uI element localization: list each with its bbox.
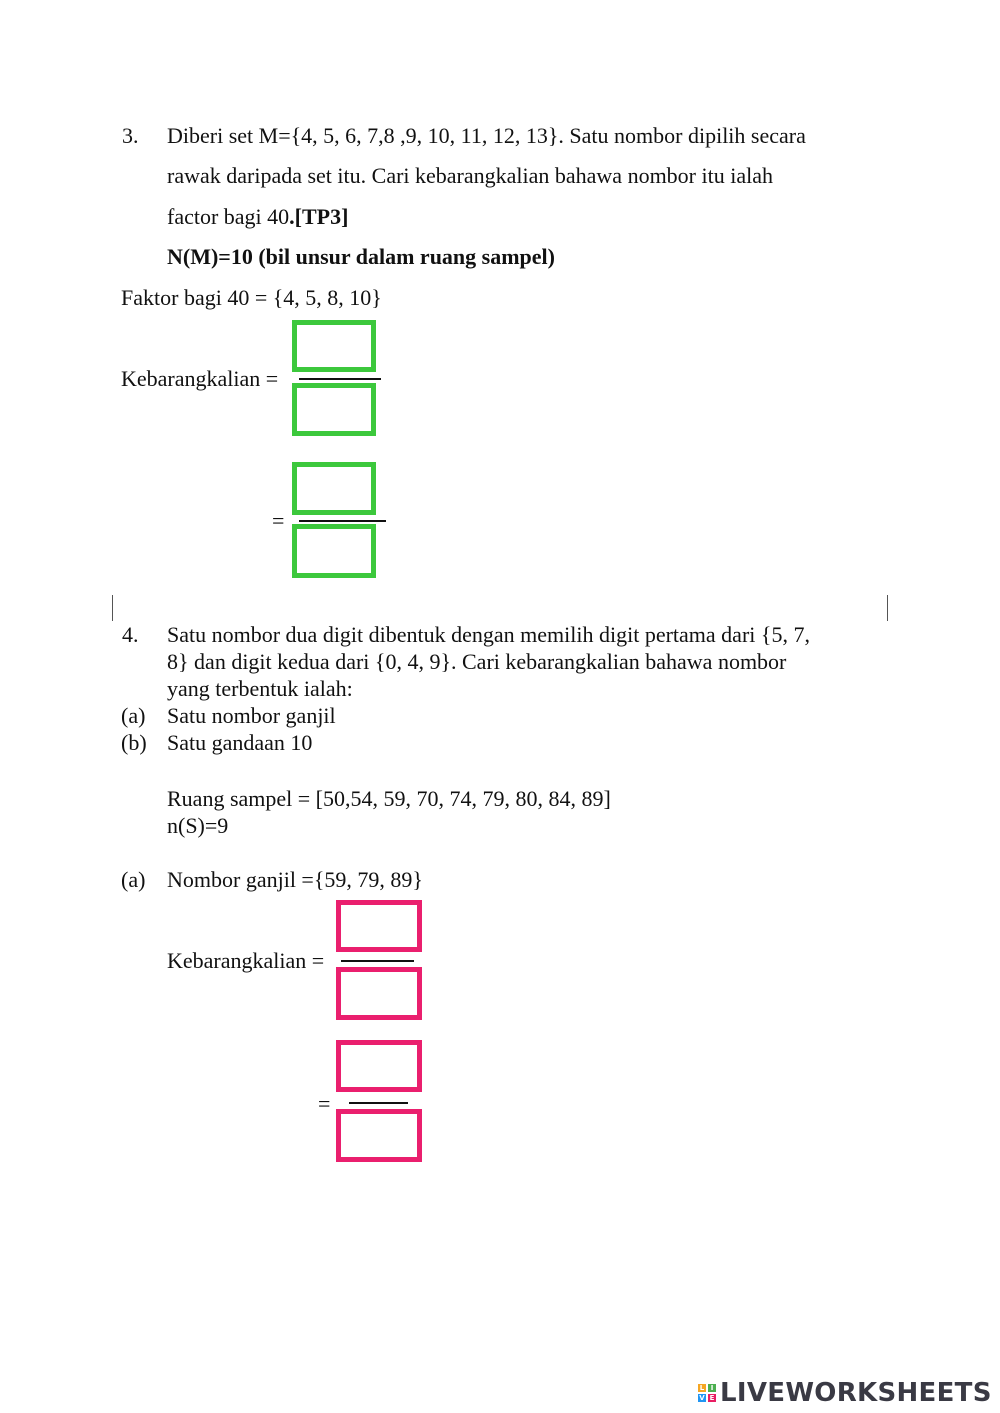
liveworksheets-mark-icon [698, 1384, 716, 1402]
logo-mark-letter: E [709, 1394, 715, 1402]
question-3-number: 3. [122, 123, 139, 148]
question-3-line-2: rawak daripada set itu. Cari kebarangkalian bahawa nombor itu ialah [167, 163, 773, 188]
question-4-numerator-input-2[interactable] [336, 1040, 422, 1092]
question-4-sample-space: Ruang sampel = [50,54, 59, 70, 74, 79, 80, 84, 89] [167, 786, 611, 811]
margin-mark-right [887, 595, 888, 621]
question-4-equals: = [318, 1091, 331, 1116]
fraction-bar [349, 1102, 408, 1104]
question-3-line-1: Diberi set M={4, 5, 6, 7,8 ,9, 10, 11, 12, 13}. Satu nombor dipilih secara [167, 123, 806, 148]
question-3-sample-count: N(M)=10 (bil unsur dalam ruang sampel) [167, 244, 555, 269]
question-4-part-b-text: Satu gandaan 10 [167, 730, 313, 755]
question-3-factor-set: Faktor bagi 40 = {4, 5, 8, 10} [121, 285, 382, 310]
logo-mark-letter: I [708, 1384, 716, 1392]
liveworksheets-wordmark: LIVEWORKSHEETS [720, 1378, 992, 1408]
fraction-bar [299, 520, 386, 522]
question-4-part-a-text: Satu nombor ganjil [167, 703, 336, 728]
logo-mark-letter: L [699, 1384, 705, 1392]
margin-mark-left [112, 595, 113, 621]
question-4-number: 4. [122, 622, 139, 647]
answer-a-text: Nombor ganjil ={59, 79, 89} [167, 867, 423, 892]
question-3-numerator-input-1[interactable] [292, 320, 376, 372]
question-4-part-b-label: (b) [121, 730, 147, 755]
question-4-denominator-input-2[interactable] [336, 1109, 422, 1162]
question-4-part-a-label: (a) [121, 703, 146, 728]
question-4-denominator-input-1[interactable] [336, 967, 422, 1020]
question-3-line-3-text: factor bagi 40 [167, 204, 290, 229]
question-3-line-3 [167, 206, 348, 228]
question-3-equals: = [272, 508, 285, 533]
question-4-sample-count: n(S)=9 [167, 813, 229, 838]
fraction-bar [299, 378, 381, 380]
question-4-numerator-input-1[interactable] [336, 900, 422, 952]
answer-a-label: (a) [121, 867, 146, 892]
logo-mark-letter: V [699, 1394, 705, 1402]
question-3-denominator-input-2[interactable] [292, 524, 376, 578]
question-4-line-1: Satu nombor dua digit dibentuk dengan memilih digit pertama dari {5, 7, [167, 622, 810, 647]
liveworksheets-logo [698, 1378, 992, 1408]
question-4-line-2: 8} dan digit kedua dari {0, 4, 9}. Cari kebarangkalian bahawa nombor [167, 649, 787, 674]
question-4-line-3: yang terbentuk ialah: [167, 676, 353, 701]
question-3-probability-label: Kebarangkalian = [121, 366, 279, 391]
question-3-denominator-input-1[interactable] [292, 383, 376, 436]
question-4-probability-label: Kebarangkalian = [167, 948, 325, 973]
fraction-bar [341, 960, 414, 962]
question-3-tag: .[TP3] [289, 204, 349, 229]
question-3-numerator-input-2[interactable] [292, 462, 376, 515]
